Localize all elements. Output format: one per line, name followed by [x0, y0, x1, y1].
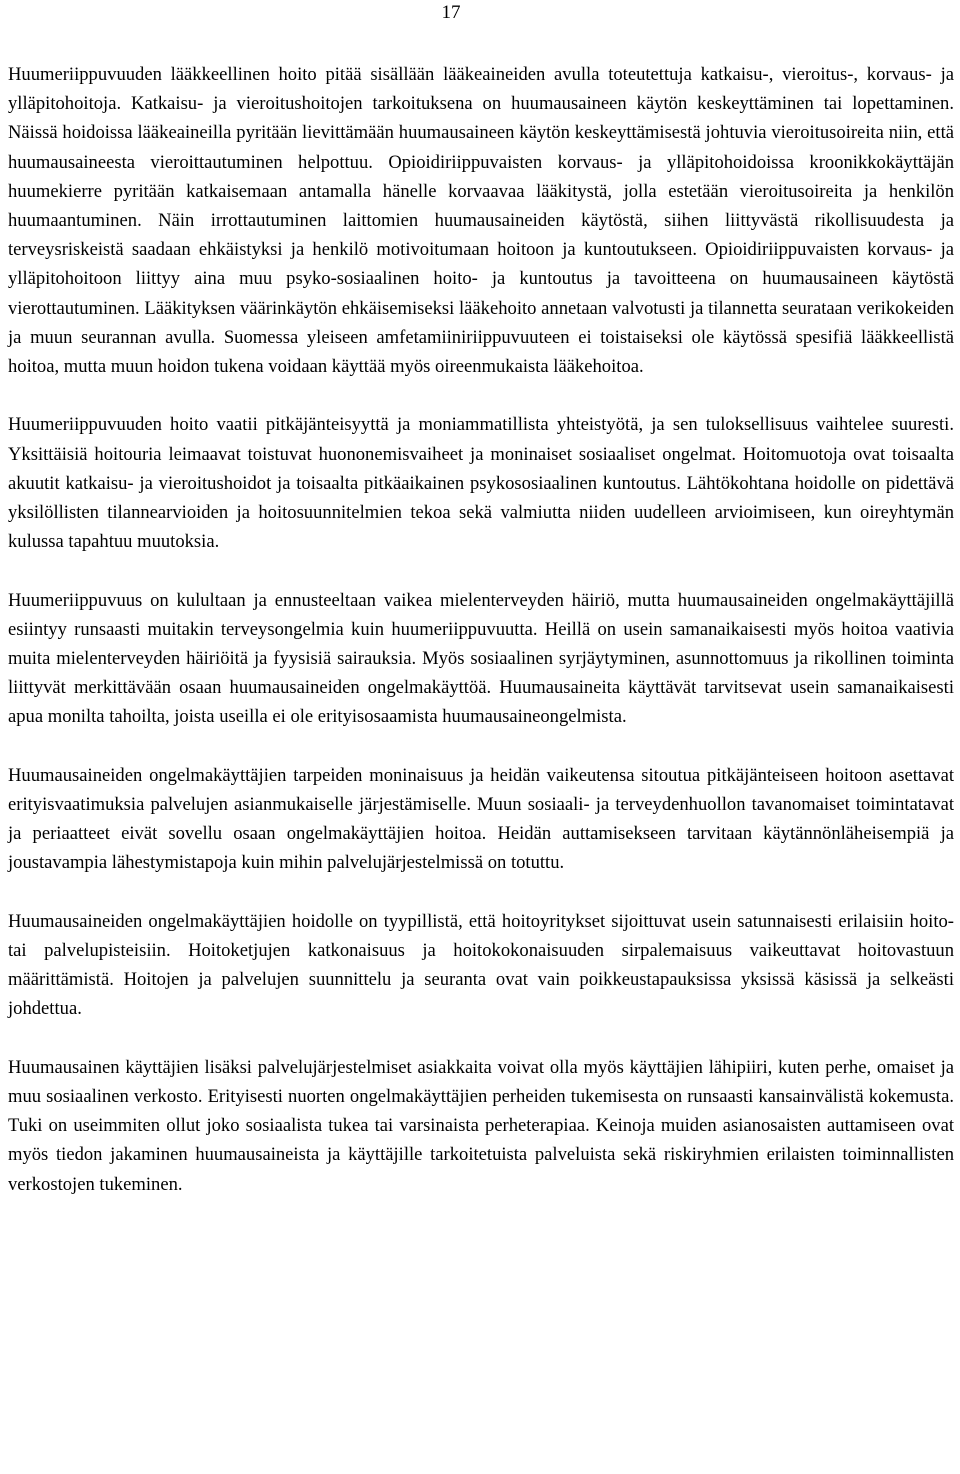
paragraph-2: Huumeriippuvuuden hoito vaatii pitkäjänteisyyttä ja moniammatillista yhteistyötä, ja sen tuloksellisuus vaihtelee suuresti. Yksittäisiä hoitouria leimaavat toistuvat huononemisvaiheet ja moninaiset sosiaaliset ongelmat. Hoitomuotoja ovat toisaalta akuutit katkaisu- ja vieroitushoidot ja toisaalta pitkäaikainen psykososiaalinen kuntoutus. Lähtökohtana hoidolle on pidettävä yksilöllisten tilannearvioiden ja hoitosuunnitelmien tekoa sekä valmiutta niiden uudelleen arvioimiseen, kun oireyhtymän kulussa tapahtuu muutoksia.: [8, 414, 954, 553]
paragraph-6: Huumausainen käyttäjien lisäksi palvelujärjestelmiset asiakkaita voivat olla myös käyttäjien lähipiiri, kuten perhe, omaiset ja muu sosiaalinen verkosto. Erityisesti nuorten ongelmakäyttäjien perheiden tukemisesta on runsaasti kansainvälistä kokemusta. Tuki on useimmiten ollut joko sosiaalista tukea tai varsinaista perheterapiaa. Keinoja muiden asianosaisten auttamiseen ovat myös tiedon jakaminen huumausaineista ja käyttäjille tarkoitetuista palveluista sekä riskiryhmien erilaisten toiminnallisten verkostojen tukeminen.: [8, 1056, 954, 1195]
paragraph-4: Huumausaineiden ongelmakäyttäjien tarpeiden moninaisuus ja heidän vaikeutensa sitoutua pitkäjänteiseen hoitoon asettavat erityisvaatimuksia palvelujen asianmukaiselle järjestämiselle. Muun sosiaali- ja terveydenhuollon tavanomaiset toimintatavat ja periaatteet eivät sovellu osaan ongelmakäyttäjien hoitoa. Heidän auttamisekseen tarvitaan käytännönläheisempiä ja joustavampia lähestymistapoja kuin mihin palvelujärjestelmissä on totuttu.: [8, 764, 954, 874]
paragraph-5: Huumausaineiden ongelmakäyttäjien hoidolle on tyypillistä, että hoitoyritykset sijoittuvat usein satunnaisesti erilaisiin hoito- tai palvelupisteisiin. Hoitoketjujen katkonaisuus ja hoitokokonaisuuden sirpalemaisuus vaikeuttavat hoitovastuun määrittämistä. Hoitojen ja palvelujen suunnittelu ja seuranta ovat vain poikkeustapauksissa yksissä käsissä ja selkeästi johdettua.: [8, 910, 954, 1020]
paragraph-3: Huumeriippuvuus on kulultaan ja ennusteeltaan vaikea mielenterveyden häiriö, mutta huumausaineiden ongelmakäyttäjillä esiintyy runsaasti muitakin terveysongelmia kuin huumeriippuvuutta. Heillä on usein samanaikaisesti myös hoitoa vaativia muita mielenterveyden häiriöitä ja fyysisiä sairauksia. Myös sosiaalinen syrjäytyminen, asunnottomuus ja rikollinen toiminta liittyvät merkittävään osaan huumausaineiden ongelmakäyttöä. Huumausaineita käyttävät tarvitsevat usein samanaikaisesti apua monilta tahoilta, joista useilla ei ole erityisosaamista huumausaineongelmista.: [8, 589, 954, 728]
paragraph-1: Huumeriippuvuuden lääkkeellinen hoito pitää sisällään lääkeaineiden avulla toteutettuja katkaisu-, vieroitus-, korvaus- ja ylläpitohoitoja. Katkaisu- ja vieroitushoitojen tarkoituksena on huumausaineen käytön keskeyttäminen tai lopettaminen. Näissä hoidoissa lääkeaineilla pyritään lievittämään huumausaineen käytön keskeyttämisestä johtuvia vieroitusoireita niin, että huumausaineesta vieroittautuminen helpottuu. Opioidiriippuvaisten korvaus- ja ylläpitohoidoissa kroonikkokäyttäjän huumekierre pyritään katkaisemaan antamalla hänelle korvaavaa lääkitystä, jolla estetään vieroitusoireita ja henkilön huumaantuminen. Näin irrottautuminen laittomien huumausaineiden käytöstä, siihen liittyvästä rikollisuudesta ja terveysriskeistä saadaan ehkäistyksi ja henkilö motivoitumaan hoitoon ja kuntoutukseen. Opioidiriippuvaisten korvaus- ja ylläpitohoitoon liittyy aina muu psyko-sosiaalinen hoito- ja kuntoutus ja tavoitteena on huumausaineen käytöstä vierottautuminen. Lääkityksen väärinkäytön ehkäisemiseksi lääkehoito annetaan valvotusti ja tilannetta seurataan verikokeiden ja muun seurannan avulla. Suomessa yleiseen amfetamiiniriippuvuuteen ei toistaiseksi ole käytössä spesifiä lääkkeellistä hoitoa, mutta muun hoidon tukena voidaan käyttää myös oireenmukaista lääkehoitoa.: [8, 64, 954, 378]
body-text: [8, 60, 954, 1199]
page-number: 17: [441, 2, 461, 23]
